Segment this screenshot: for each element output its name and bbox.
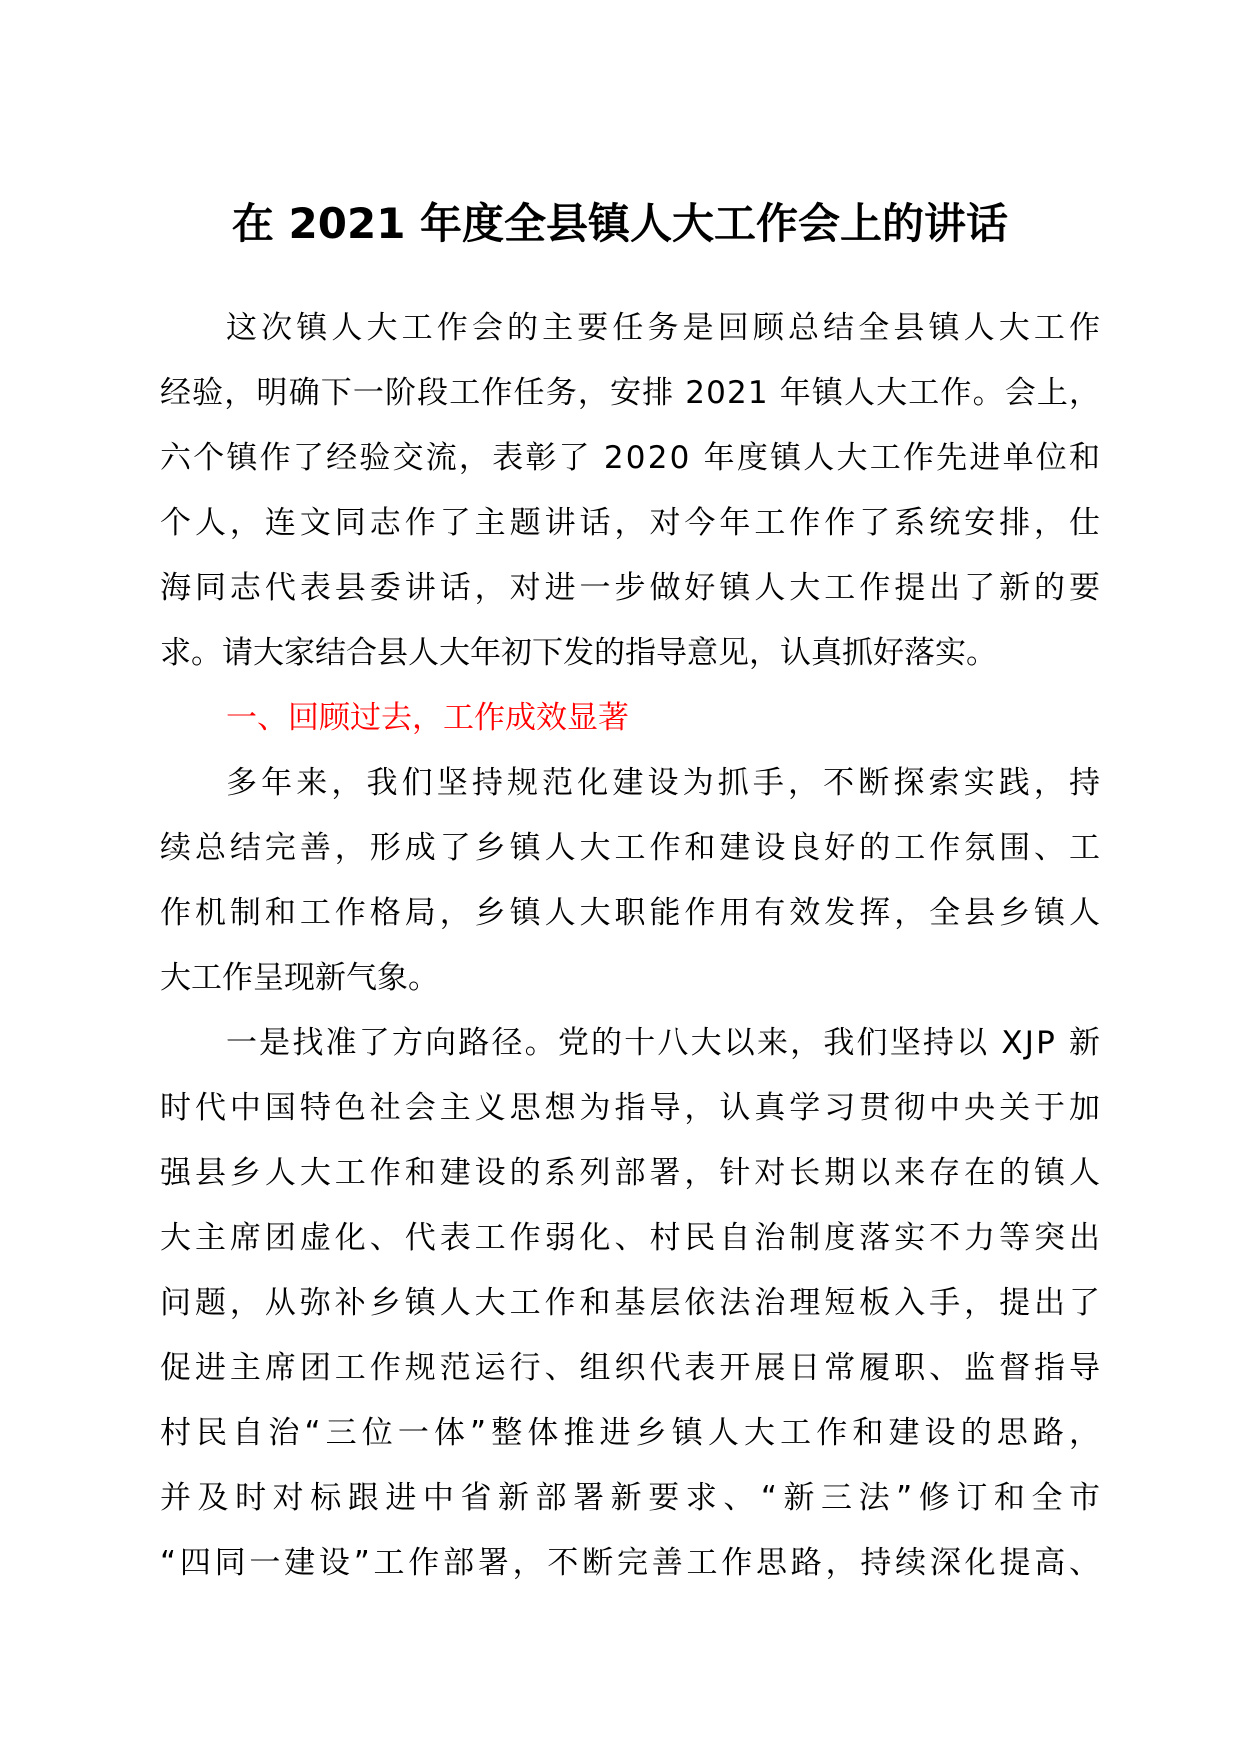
- paragraph-line: [160, 621, 1100, 686]
- paragraph-line: [160, 1011, 1103, 1076]
- paragraph-line: [160, 1206, 1104, 1271]
- line-text: 海同志代表县委讲话，对进一步做好镇人大工作提出了新的要: [160, 570, 1104, 606]
- line-text: 时代中国特色社会主义思想为指导，认真学习贯彻中央关于加: [160, 1090, 1104, 1126]
- document-body: [160, 296, 1107, 1596]
- line-text: 经验，明确下一阶段工作任务，安排 2021 年镇人大工作。会上，: [160, 375, 1102, 411]
- line-text: 六个镇作了经验交流，表彰了 2020 年度镇人大工作先进单位和: [160, 440, 1103, 476]
- paragraph-line: [160, 1271, 1104, 1336]
- paragraph-line: [160, 881, 1104, 946]
- line-text: 多年来，我们坚持规范化建设为抓手，不断探索实践，持: [226, 765, 1105, 801]
- section-heading: [160, 686, 1100, 751]
- paragraph-line: [160, 1076, 1104, 1141]
- line-text: 求。请大家结合县人大年初下发的指导意见，认真抓好落实。: [160, 635, 997, 671]
- line-text: 并及时对标跟进中省新部署新要求、“新三法”修订和全市: [160, 1480, 1107, 1516]
- paragraph-line: [160, 816, 1104, 881]
- paragraph-line: [160, 1141, 1104, 1206]
- line-text: 一是找准了方向路径。党的十八大以来，我们坚持以 XJP 新: [226, 1025, 1103, 1061]
- paragraph-line: [160, 556, 1104, 621]
- line-text: 这次镇人大工作会的主要任务是回顾总结全县镇人大工作: [226, 310, 1105, 346]
- paragraph-line: [160, 1466, 1107, 1531]
- paragraph-line: [160, 751, 1105, 816]
- paragraph-line: [160, 1401, 1106, 1466]
- line-text: 大工作呈现新气象。: [160, 960, 439, 996]
- line-text: 村民自治“三位一体”整体推进乡镇人大工作和建设的思路，: [160, 1415, 1106, 1451]
- paragraph-line: [160, 296, 1105, 361]
- paragraph-line: [160, 946, 1100, 1011]
- line-text: 强县乡人大工作和建设的系列部署，针对长期以来存在的镇人: [160, 1155, 1104, 1191]
- paragraph-line: [160, 361, 1100, 426]
- line-text: 促进主席团工作规范运行、组织代表开展日常履职、监督指导: [160, 1350, 1104, 1386]
- document-title: 在 2021 年度全县镇人大工作会上的讲话: [231, 199, 1009, 248]
- line-text: 问题，从弥补乡镇人大工作和基层依法治理短板入手，提出了: [160, 1285, 1104, 1321]
- line-text: 大主席团虚化、代表工作弱化、村民自治制度落实不力等突出: [160, 1220, 1104, 1256]
- paragraph-line: [160, 1336, 1104, 1401]
- line-text: “四同一建设”工作部署，不断完善工作思路，持续深化提高、: [160, 1545, 1104, 1581]
- section-heading-text: 一、回顾过去，工作成效显著: [226, 700, 629, 736]
- line-text: 作机制和工作格局，乡镇人大职能作用有效发挥，全县乡镇人: [160, 895, 1104, 931]
- paragraph-line: [160, 491, 1104, 556]
- line-text: 续总结完善，形成了乡镇人大工作和建设良好的工作氛围、工: [160, 830, 1104, 866]
- line-text: 个人，连文同志作了主题讲话，对今年工作作了系统安排，仕: [160, 505, 1104, 541]
- paragraph-line: [160, 1531, 1104, 1596]
- paragraph-line: [160, 426, 1103, 491]
